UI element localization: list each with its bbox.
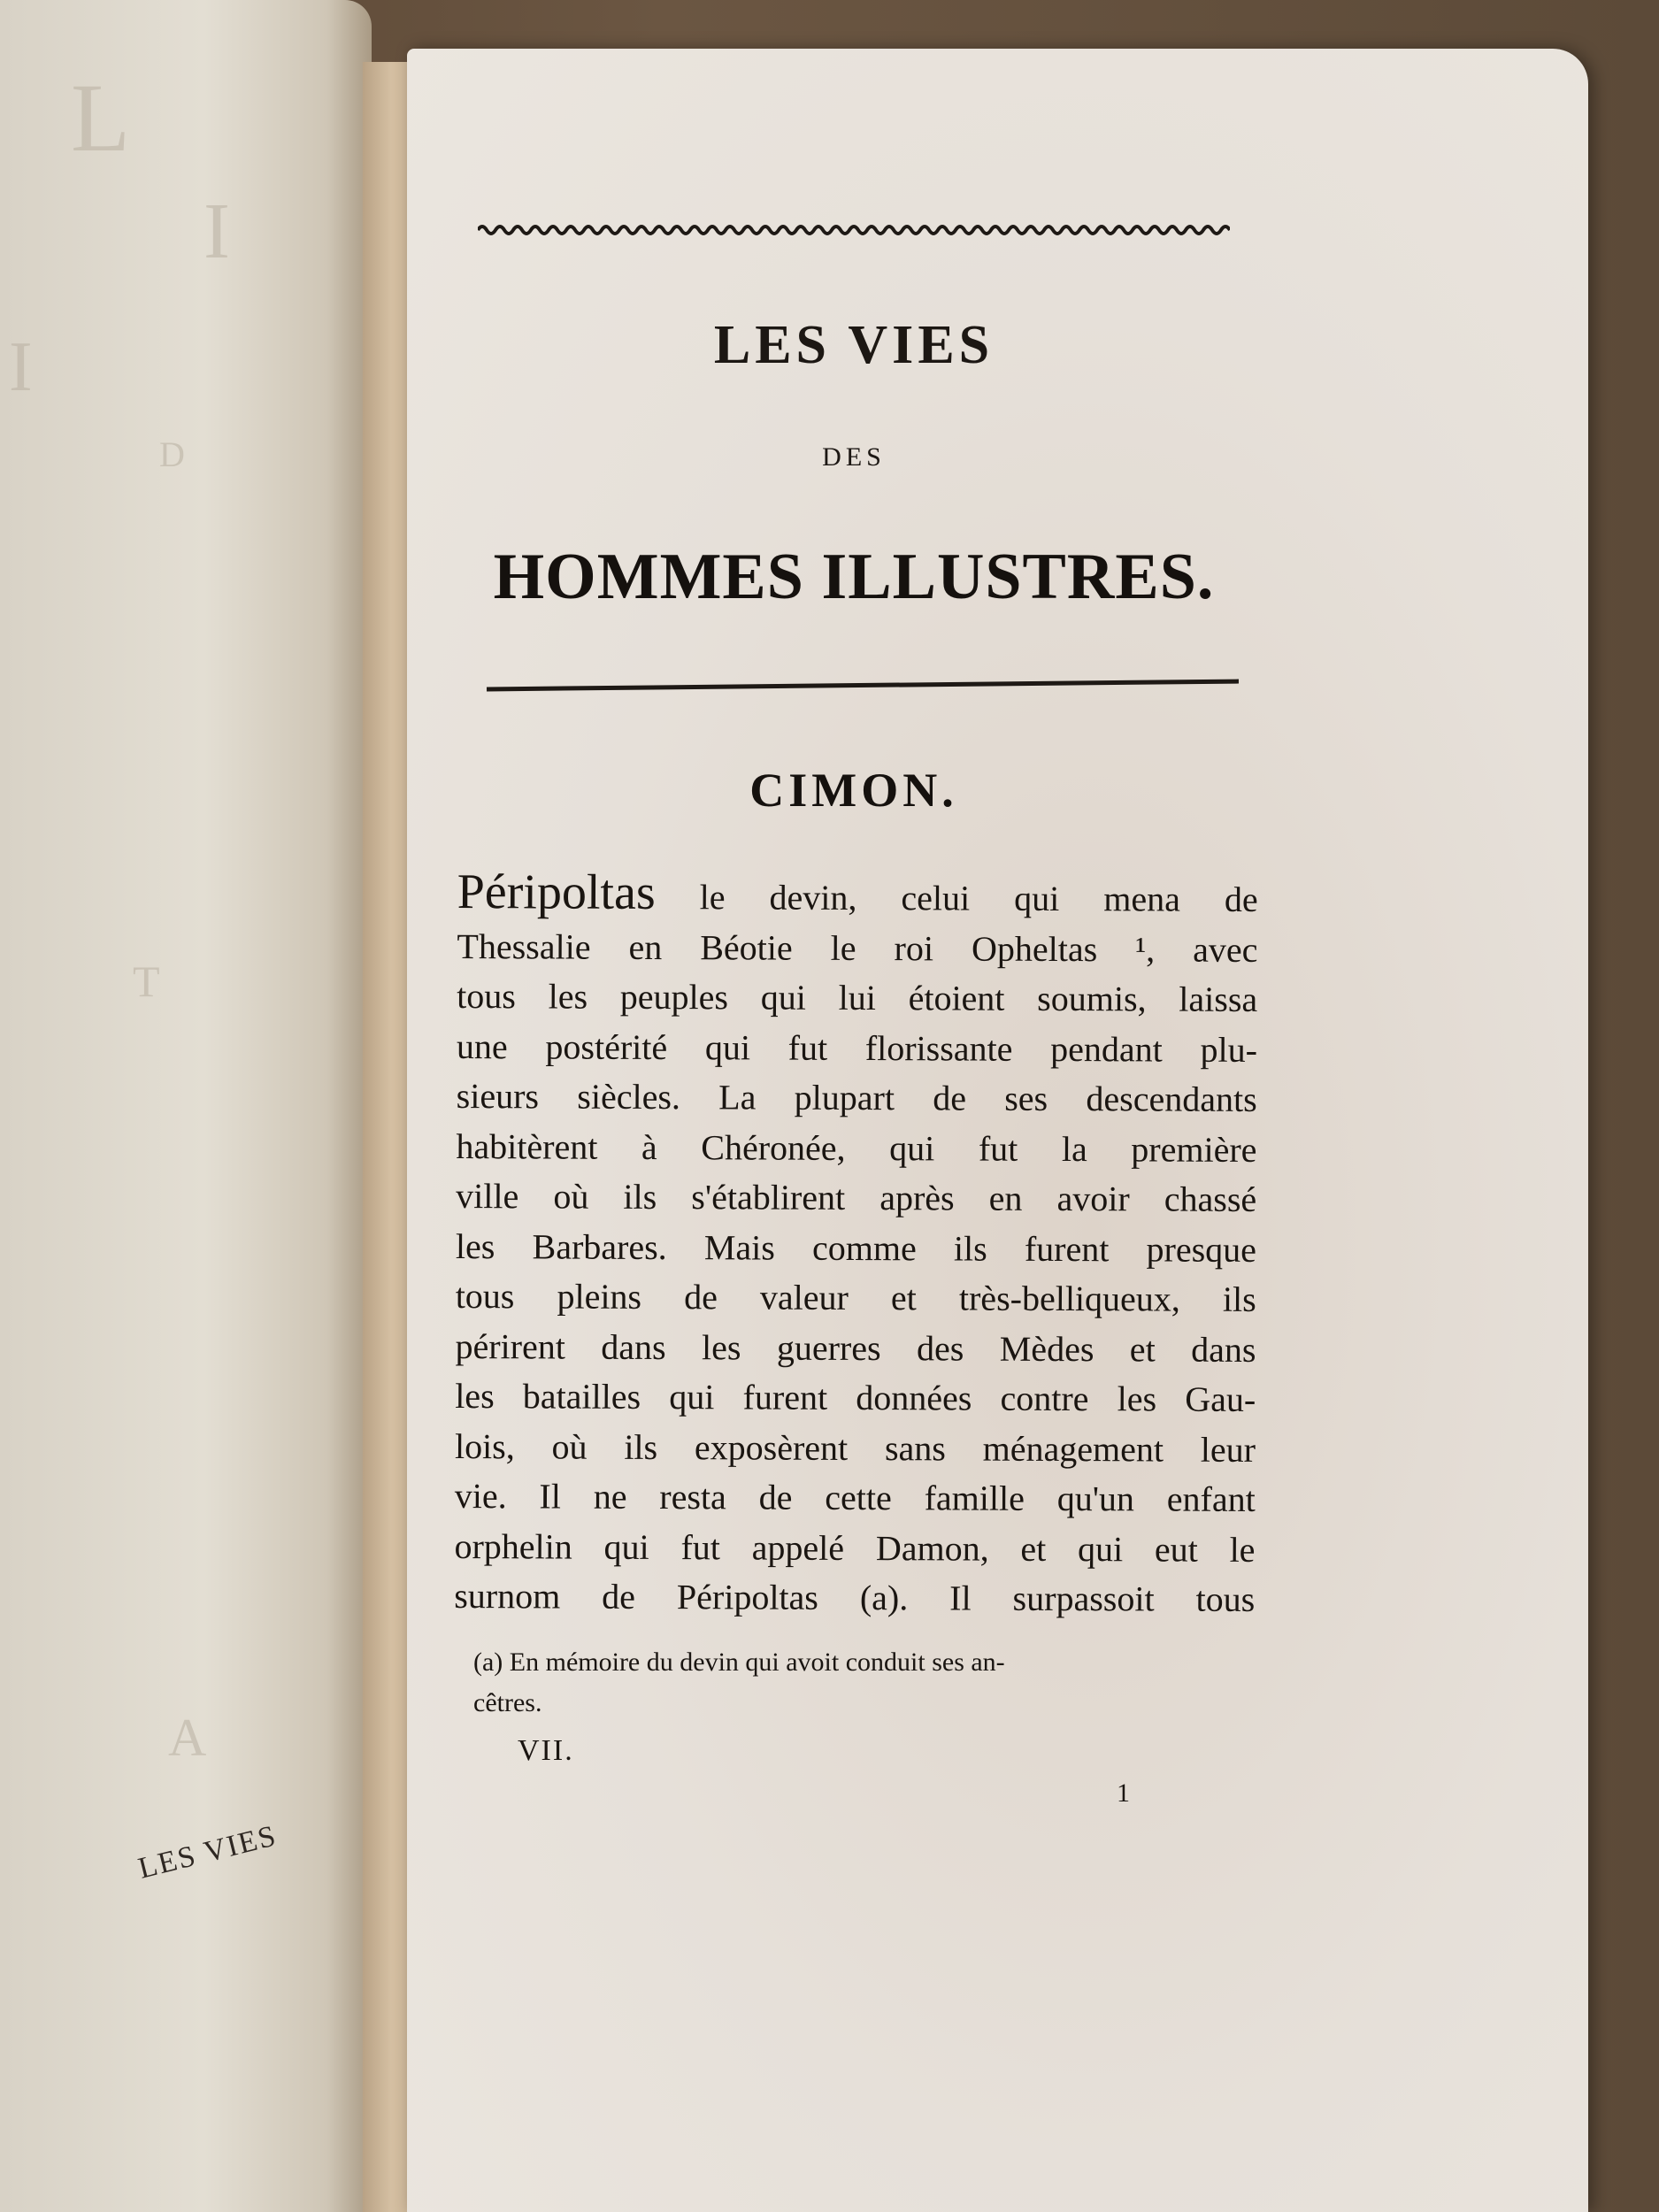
- body-line: lois, où ils exposèrent sans ménagement leur: [454, 1425, 1256, 1470]
- body-line: habitèrent à Chéronée, qui fut la première: [456, 1125, 1257, 1170]
- show-through-text: I: [9, 328, 33, 406]
- body-line: tous les peuples qui lui étoient soumis, laissa: [457, 976, 1258, 1019]
- body-line: les Barbares. Mais comme ils furent presque: [455, 1225, 1257, 1270]
- body-line: périrent dans les guerres des Mèdes et dans: [455, 1325, 1256, 1370]
- body-line: Thessalie en Béotie le roi Opheltas ¹, avec: [457, 926, 1258, 970]
- body-paragraph: [454, 864, 1258, 1624]
- footnote: [473, 1642, 1252, 1724]
- body-line: ville où ils s'établirent après en avoir chassé: [456, 1176, 1257, 1219]
- left-running-head: LES VIES: [134, 1819, 280, 1886]
- body-line: vie. Il ne resta de cette famille qu'un enfant: [454, 1476, 1256, 1519]
- show-through-text: I: [204, 188, 230, 275]
- body-line: orphelin qui fut appelé Damon, et qui eut le: [454, 1525, 1256, 1570]
- body-line: Péripoltas le devin, celui qui mena de: [457, 864, 1258, 921]
- show-through-text: A: [168, 1709, 207, 1767]
- page-number: 1: [1117, 1778, 1130, 1808]
- footnote-line: (a) En mémoire du devin qui avoit conduit ses an-: [473, 1647, 1005, 1677]
- signature-mark: VII.: [518, 1734, 574, 1767]
- header-title-line-1: LES VIES: [713, 315, 995, 375]
- ornamental-wave-rule: [478, 221, 1230, 239]
- body-line: tous pleins de valeur et très-belliqueux, ils: [455, 1276, 1256, 1319]
- show-through-text: D: [159, 434, 185, 474]
- show-through-text: T: [133, 956, 160, 1006]
- body-line: les batailles qui furent données contre les Gau-: [455, 1376, 1256, 1419]
- drop-cap-word: Péripoltas: [457, 864, 656, 921]
- body-line: surnom de Péripoltas (a). Il surpassoit tous: [454, 1576, 1256, 1619]
- header-title-line-2: DES: [822, 442, 886, 472]
- body-line: une postérité qui fut florissante pendant plu-: [456, 1025, 1258, 1070]
- header-title-line-3: HOMMES ILLUSTRES.: [493, 541, 1215, 613]
- body-line: sieurs siècles. La plupart de ses descendants: [456, 1076, 1257, 1119]
- footnote-line: cêtres.: [473, 1688, 542, 1717]
- left-facing-page: [0, 0, 372, 2212]
- section-title: CIMON.: [749, 764, 958, 817]
- show-through-text: L: [71, 64, 131, 172]
